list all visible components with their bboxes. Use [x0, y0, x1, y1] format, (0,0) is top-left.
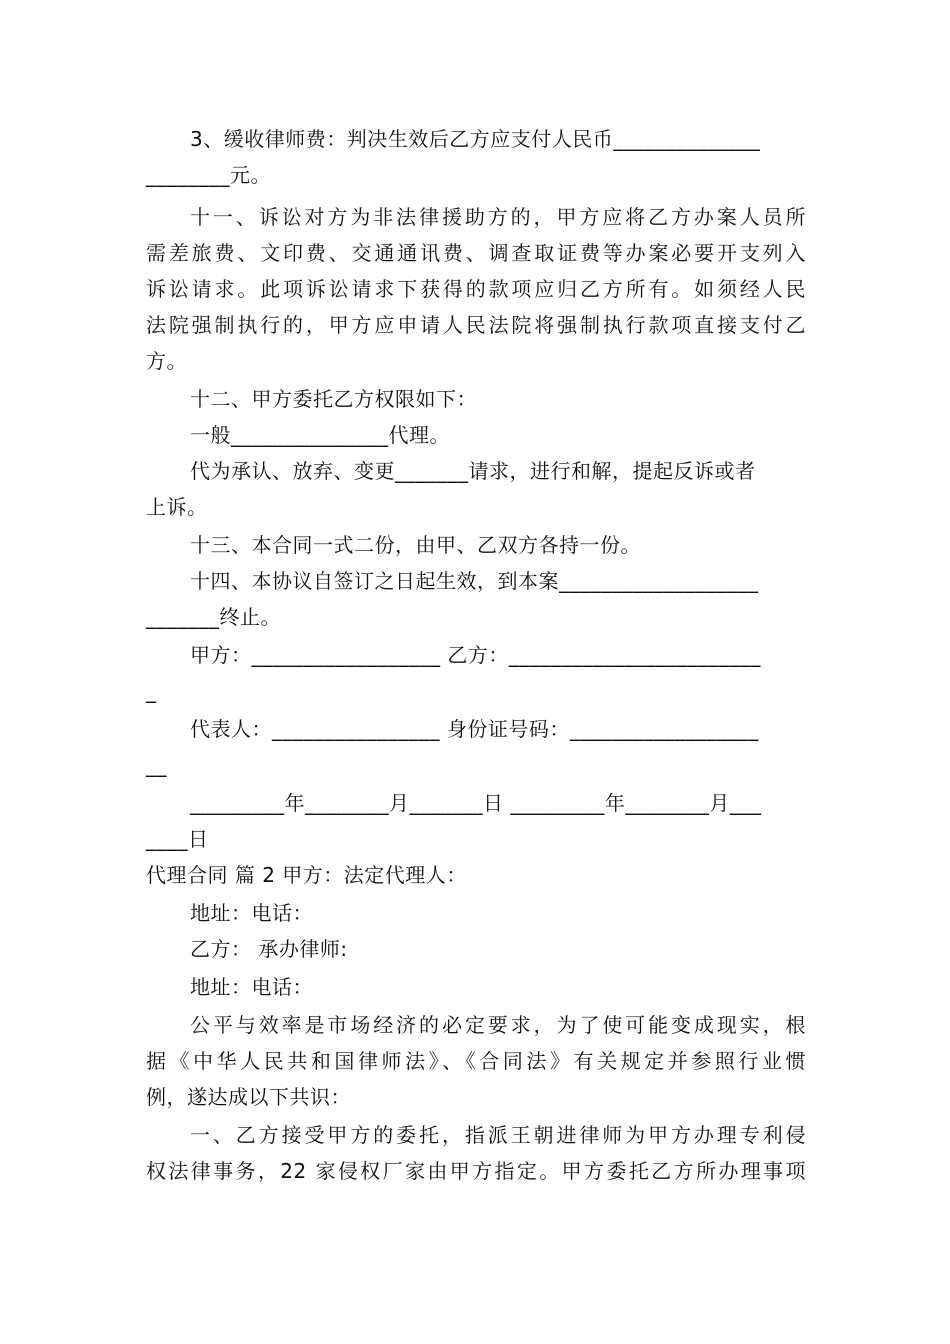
- text-line: 公平与效率是市场经济的必定要求，为了使可能变成现实，根: [190, 1013, 806, 1037]
- text-line: 乙方： 承办律师:: [190, 937, 348, 961]
- text-line: 法院强制执行的，甲方应申请人民法院将强制执行款项直接支付乙: [146, 313, 806, 337]
- text-line: 上诉。: [146, 495, 208, 519]
- text-line: 十四、本协议自签订之日起生效，到本案___________________: [190, 569, 759, 593]
- text-line: 例，遂达成以下共识：: [146, 1085, 351, 1109]
- text-line: 十一、诉讼对方为非法律援助方的，甲方应将乙方办案人员所: [190, 205, 806, 229]
- date-line: ____日: [146, 827, 209, 851]
- text-line: 诉讼请求。此项诉讼请求下获得的款项应归乙方所有。如须经人民: [146, 277, 806, 301]
- text-line: 一、乙方接受甲方的委托，指派王朝进律师为甲方办理专利侵: [190, 1123, 806, 1147]
- signature-line: __: [146, 753, 167, 777]
- text-line: 3、缓收律师费：判决生效后乙方应支付人民币______________: [190, 127, 761, 151]
- text-line: 十三、本合同一式二份，由甲、乙双方各持一份。: [190, 533, 641, 557]
- signature-line: 甲方：__________________ 乙方：________________________: [190, 643, 761, 667]
- signature-line: 代表人：________________ 身份证号码：__________________: [190, 717, 759, 741]
- text-line: 十二、甲方委托乙方权限如下：: [190, 387, 477, 411]
- text-line: 方。: [146, 349, 187, 373]
- text-line: 地址：电话：: [190, 901, 313, 925]
- date-line: _________年________月_______日 _________年________月___: [190, 791, 762, 815]
- text-line: 权法律事务，22 家侵权厂家由甲方指定。甲方委托乙方所办理事项: [146, 1159, 806, 1183]
- section-heading: 代理合同 篇 2 甲方：法定代理人：: [146, 863, 467, 887]
- text-line: _______终止。: [146, 605, 281, 629]
- signature-line: _: [146, 679, 157, 703]
- text-line: 需差旅费、文印费、交通通讯费、调查取证费等办案必要开支列入: [146, 241, 806, 265]
- text-line: 代为承认、放弃、变更_______请求，进行和解，提起反诉或者: [190, 459, 756, 483]
- text-line: 据《中华人民共和国律师法》、《合同法》有关规定并参照行业惯: [146, 1049, 806, 1073]
- text-line: 地址：电话：: [190, 975, 313, 999]
- text-line: 一般_______________代理。: [190, 423, 450, 447]
- text-line: ________元。: [146, 163, 271, 187]
